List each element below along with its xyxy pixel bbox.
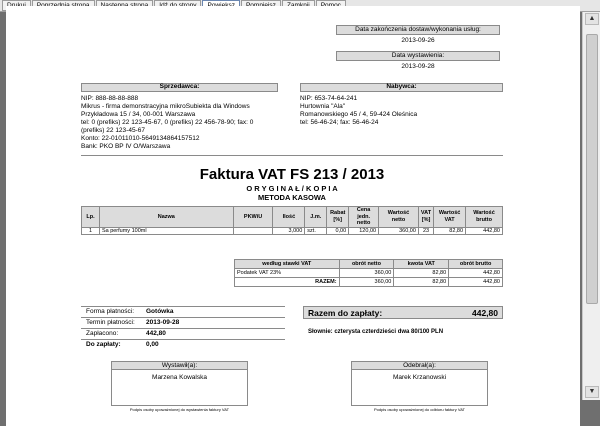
- col-pkwiu: PKWiU: [233, 207, 273, 228]
- payment-form-label: Forma płatności:: [86, 308, 135, 315]
- invoice-title: Faktura VAT FS 213 / 2013: [199, 166, 385, 183]
- seller-address: Przykładowa 15 / 34, 00-001 Warszawa: [81, 111, 196, 118]
- vat-row-gross: 442,80: [449, 269, 503, 278]
- divider: [81, 328, 285, 329]
- table-row: [235, 278, 503, 287]
- total-value: 442,80: [472, 308, 498, 318]
- to-pay-label: Do zapłaty:: [86, 341, 121, 348]
- col-vat-value: Wartość VAT: [434, 207, 466, 228]
- seller-header: Sprzedawca:: [159, 83, 200, 90]
- col-lp: Lp.: [82, 207, 100, 228]
- divider: [81, 339, 285, 340]
- vat-header-row: [235, 260, 503, 269]
- receiver-label: Odebrał(a):: [403, 362, 436, 369]
- vat-row-tax: 82,80: [394, 269, 449, 278]
- receiver-signature-note: Podpis osoby upoważnionej do odbioru faktury VAT: [373, 407, 466, 412]
- issuer-signature-note: Podpis osoby upoważnionej do wystawienia faktury VAT: [129, 407, 230, 412]
- item-unit: szt.: [305, 227, 327, 235]
- table-row: [235, 269, 503, 278]
- total-label: Razem do zapłaty:: [308, 308, 383, 318]
- item-vat-rate: 23: [418, 227, 433, 235]
- paid-label: Zapłacono:: [86, 330, 119, 337]
- col-vat-rate: VAT [%]: [418, 207, 433, 228]
- scrollbar-thumb[interactable]: [586, 34, 598, 304]
- issue-date-label: Data wystawienia:: [391, 52, 445, 59]
- vat-row-label: Podatek VAT 23%: [235, 269, 340, 278]
- vat-row-net: 360,00: [339, 269, 394, 278]
- vat-total-tax: 82,80: [394, 278, 449, 287]
- completion-date-value: 2013-09-26: [401, 37, 435, 44]
- vat-total-gross: 442,80: [449, 278, 503, 287]
- vat-total-net: 360,00: [339, 278, 394, 287]
- divider: [81, 155, 503, 156]
- completion-date-label: Data zakończenia dostaw/wykonania usług:: [355, 26, 481, 33]
- seller-nip: NIP: 888-88-88-888: [81, 95, 139, 102]
- col-quantity: Ilość: [273, 207, 305, 228]
- scroll-up-icon[interactable]: ▲: [585, 13, 599, 25]
- invoice-page: [6, 6, 580, 426]
- buyer-name: Hurtownia "Ala": [300, 103, 346, 110]
- paid-value: 442,80: [146, 330, 166, 337]
- vat-col-tax: kwota VAT: [394, 260, 449, 269]
- vat-col-rate: według stawki VAT: [235, 260, 340, 269]
- table-row: [82, 227, 503, 235]
- vat-total-label: RAZEM:: [235, 278, 340, 287]
- item-lp: 1: [82, 227, 100, 235]
- item-pkwiu: [233, 227, 273, 235]
- col-net-value: Wartość netto: [379, 207, 419, 228]
- to-pay-value: 0,00: [146, 341, 159, 348]
- items-table: [81, 206, 503, 235]
- item-quantity: 3,000: [273, 227, 305, 235]
- seller-name: Mikrus - firma demonstracyjna mikroSubiekta dla Windows: [81, 103, 250, 110]
- receiver-name: Marek Krzanowski: [392, 374, 447, 381]
- scroll-down-icon[interactable]: ▼: [585, 386, 599, 398]
- col-name: Nazwa: [99, 207, 233, 228]
- seller-bank: Bank: PKO BP IV O/Warszawa: [81, 143, 171, 150]
- payment-form-value: Gotówka: [146, 308, 174, 315]
- total-in-words: Słownie: czterysta czterdzieści dwa 80/100 PLN: [308, 329, 444, 335]
- col-discount: Rabat [%]: [327, 207, 349, 228]
- col-unit: J.m.: [305, 207, 327, 228]
- payment-method-label: METODA KASOWA: [258, 193, 326, 202]
- buyer-phone: tel: 56-46-24; fax: 56-46-24: [300, 119, 379, 126]
- seller-phone: tel: 0 (prefiks) 22 123-45-67, 0 (prefiks) 22 456-78-90; fax: 0: [81, 119, 254, 126]
- payment-due-value: 2013-09-28: [146, 319, 180, 326]
- vat-col-gross: obrót brutto: [449, 260, 503, 269]
- vertical-scrollbar[interactable]: [582, 12, 600, 400]
- item-gross-value: 442,80: [466, 227, 503, 235]
- buyer-nip: NIP: 653-74-64-241: [300, 95, 358, 102]
- item-net-value: 360,00: [379, 227, 419, 235]
- items-header-row: [82, 207, 503, 228]
- item-discount: 0,00: [327, 227, 349, 235]
- invoice-copy-label: O R Y G I N A Ł / K O P I A: [246, 184, 338, 193]
- payment-due-label: Termin płatności:: [86, 319, 135, 326]
- item-name: Sa perfumy 100ml: [99, 227, 233, 235]
- divider: [81, 306, 285, 307]
- issue-date-value: 2013-09-28: [401, 63, 435, 70]
- document-viewport[interactable]: [0, 12, 582, 412]
- seller-fax: (prefiks) 22 123-45-67: [81, 127, 145, 134]
- item-vat-value: 82,80: [434, 227, 466, 235]
- col-unit-price: Cena jedn. netto: [349, 207, 379, 228]
- issuer-label: Wystawił(a):: [161, 362, 198, 369]
- issuer-name: Marzena Kowalska: [152, 374, 207, 381]
- vat-col-net: obrót netto: [339, 260, 394, 269]
- vat-summary-table: [234, 259, 503, 287]
- buyer-address: Romanowskiego 45 / 4, 59-424 Oleśnica: [300, 111, 418, 118]
- col-gross-value: Wartość brutto: [466, 207, 503, 228]
- seller-account: Konto: 22-01011010-5649134864157512: [81, 135, 200, 142]
- divider: [81, 317, 285, 318]
- item-unit-price: 120,00: [349, 227, 379, 235]
- buyer-header: Nabywca:: [386, 83, 417, 90]
